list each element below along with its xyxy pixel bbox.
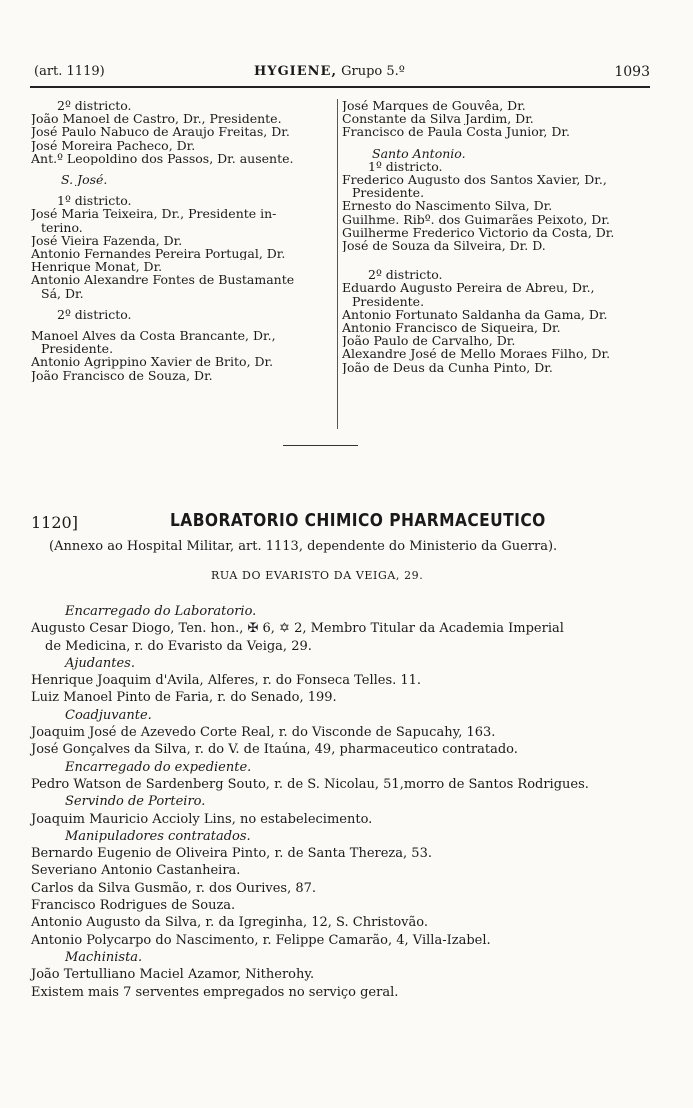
list-item: Ernesto do Nascimento Silva, Dr. bbox=[342, 199, 553, 213]
role-heading: Encarregado do expediente. bbox=[65, 759, 252, 775]
staff-entry: José Gonçalves da Silva, r. do V. de Itaúna, 49, pharmaceutico contratado. bbox=[31, 742, 518, 758]
list-item-continuation: Presidente. bbox=[41, 342, 114, 356]
staff-entry: Carlos da Silva Gusmão, r. dos Ourives, 87. bbox=[31, 880, 317, 896]
staff-entry: Pedro Watson de Sardenberg Souto, r. de S. Nicolau, 51,morro de Santos Rodrigues. bbox=[31, 776, 589, 792]
list-item: José de Souza da Silveira, Dr. D. bbox=[342, 239, 546, 253]
role-heading: Ajudantes. bbox=[65, 655, 135, 671]
staff-entry-continuation: de Medicina, r. do Evaristo da Veiga, 29. bbox=[45, 638, 312, 654]
list-item: José Marques de Gouvêa, Dr. bbox=[342, 99, 526, 113]
list-item: Antonio Francisco de Siqueira, Dr. bbox=[342, 321, 561, 335]
list-item-continuation: Presidente. bbox=[352, 294, 425, 308]
list-item: Frederico Augusto dos Santos Xavier, Dr., bbox=[342, 173, 607, 187]
list-item: Guilhme. Ribº. dos Guimarães Peixoto, Dr. bbox=[342, 212, 610, 226]
list-item: Henrique Monat, Dr. bbox=[31, 260, 163, 274]
staff-entry: Antonio Augusto da Silva, r. da Igreginha, 12, S. Christovão. bbox=[31, 915, 429, 931]
list-item-continuation: Sá, Dr. bbox=[41, 286, 84, 300]
district-heading: 2º districto. bbox=[57, 307, 132, 322]
list-item: Guilherme Frederico Victorio da Costa, Dr. bbox=[342, 225, 615, 240]
staff-entry: Joaquim Mauricio Accioly Lins, no estabelecimento. bbox=[31, 811, 373, 827]
list-item: João de Deus da Cunha Pinto, Dr. bbox=[342, 360, 553, 374]
staff-entry: Antonio Polycarpo do Nascimento, r. Felippe Camarão, 4, Villa-Izabel. bbox=[31, 932, 491, 948]
list-item: José Paulo Nabuco de Araujo Freitas, Dr. bbox=[31, 125, 290, 139]
staff-entry: Augusto Cesar Diogo, Ten. hon., ✠ 6, ✡ 2, Membro Titular da Academia Imperial bbox=[31, 621, 564, 637]
list-item: Antonio Fernandes Pereira Portugal, Dr. bbox=[31, 247, 286, 261]
list-item: Ant.º Leopoldino dos Passos, Dr. ausente. bbox=[31, 151, 294, 166]
left-column bbox=[31, 99, 334, 382]
list-item-continuation: Presidente. bbox=[352, 186, 425, 200]
district-heading: 1º districto. bbox=[368, 159, 443, 174]
header-rule bbox=[30, 86, 650, 88]
staff-entry: Joaquim José de Azevedo Corte Real, r. do Visconde de Sapucahy, 163. bbox=[31, 725, 496, 741]
section-separator bbox=[283, 445, 358, 446]
staff-entry: João Tertulliano Maciel Azamor, Nitherohy. bbox=[31, 967, 315, 983]
list-item: Alexandre José de Mello Moraes Filho, Dr. bbox=[342, 347, 611, 361]
section-title: LABORATORIO CHIMICO PHARMACEUTICO bbox=[170, 510, 546, 531]
list-item-continuation: terino. bbox=[41, 220, 83, 234]
column-divider bbox=[337, 99, 338, 429]
header-title: HYGIENE, bbox=[254, 64, 337, 79]
right-column bbox=[342, 99, 654, 374]
list-item: Antonio Agrippino Xavier de Brito, Dr. bbox=[31, 355, 274, 369]
list-item: Constante da Silva Jardim, Dr. bbox=[342, 112, 534, 126]
staff-list bbox=[31, 603, 661, 1001]
page-number: 1093 bbox=[614, 64, 650, 80]
section-subtitle: (Annexo ao Hospital Militar, art. 1113, dependente do Ministerio da Guerra). bbox=[49, 539, 558, 554]
list-item: João Francisco de Souza, Dr. bbox=[31, 368, 213, 382]
list-item: José Vieira Fazenda, Dr. bbox=[31, 233, 183, 248]
list-item: José Maria Teixeira, Dr., Presidente in- bbox=[31, 207, 277, 221]
role-heading: Servindo de Porteiro. bbox=[65, 794, 206, 810]
header-group: Grupo 5.º bbox=[341, 64, 405, 79]
staff-entry: Severiano Antonio Castanheira. bbox=[31, 863, 241, 879]
list-item: Antonio Fortunato Saldanha da Gama, Dr. bbox=[342, 307, 608, 322]
running-header bbox=[34, 64, 650, 84]
staff-entry: Henrique Joaquim d'Avila, Alferes, r. do Fonseca Telles. 11. bbox=[31, 673, 422, 689]
list-item: João Paulo de Carvalho, Dr. bbox=[342, 334, 516, 348]
role-heading: Machinista. bbox=[65, 949, 143, 965]
staff-entry: Bernardo Eugenio de Oliveira Pinto, r. de Santa Thereza, 53. bbox=[31, 846, 432, 862]
list-item: Francisco de Paula Costa Junior, Dr. bbox=[342, 125, 570, 139]
role-heading: Encarregado do Laboratorio. bbox=[65, 604, 257, 619]
section-number: 1120] bbox=[31, 513, 78, 532]
district-heading: 2º districto. bbox=[57, 99, 132, 113]
header-title-group bbox=[254, 64, 405, 79]
list-item: João Manoel de Castro, Dr., Presidente. bbox=[31, 112, 282, 126]
district-heading: 1º districto. bbox=[57, 194, 132, 208]
parish-heading: S. José. bbox=[61, 173, 108, 187]
list-item: Manoel Alves da Costa Brancante, Dr., bbox=[31, 329, 276, 343]
role-heading: Coadjuvante. bbox=[65, 707, 152, 723]
role-heading: Manipuladores contratados. bbox=[65, 828, 251, 844]
footer-note: Existem mais 7 serventes empregados no serviço geral. bbox=[31, 984, 399, 1000]
article-range: (art. 1119) bbox=[34, 64, 105, 79]
staff-entry: Francisco Rodrigues de Souza. bbox=[31, 898, 236, 914]
section-address: RUA DO EVARISTO DA VEIGA, 29. bbox=[211, 569, 424, 582]
list-item: José Moreira Pacheco, Dr. bbox=[31, 138, 196, 152]
staff-entry: Luiz Manoel Pinto de Faria, r. do Senado, 199. bbox=[31, 690, 337, 706]
list-item: Eduardo Augusto Pereira de Abreu, Dr., bbox=[342, 281, 595, 295]
list-item: Antonio Alexandre Fontes de Bustamante bbox=[31, 273, 295, 287]
parish-heading: Santo Antonio. bbox=[372, 146, 466, 160]
district-heading: 2º districto. bbox=[368, 268, 443, 282]
